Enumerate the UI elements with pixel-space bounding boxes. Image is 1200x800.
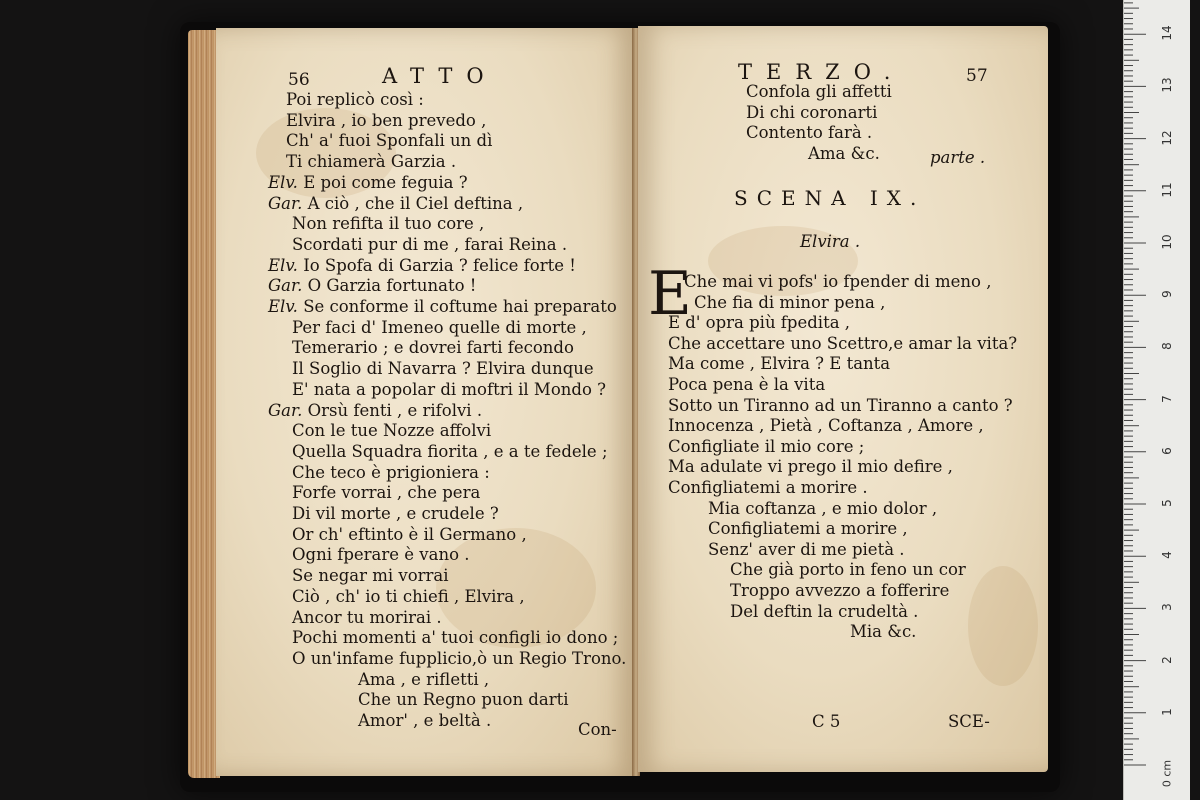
speaker-label: Gar. <box>268 193 303 213</box>
verse-text: Ciò , ch' io ti chiefi , Elvira , <box>292 586 525 606</box>
running-head-left: ATTO <box>382 64 498 88</box>
verse-line: Mia &c. <box>850 622 917 642</box>
verse-line: Contento farà . <box>746 123 873 142</box>
speaker-label: Elv. <box>268 255 298 275</box>
verse-line: E d' opra più fpedita , <box>668 313 851 333</box>
verse-line: Che fia di minor pena , <box>694 292 886 312</box>
verse-text: Se negar mi vorrai <box>292 566 449 586</box>
ruler-number: 12 <box>1160 129 1174 146</box>
speaker-label: Gar. <box>268 400 303 420</box>
ruler-number: 13 <box>1160 77 1174 94</box>
ruler-number: 5 <box>1160 499 1174 507</box>
verse-line: Che accettare uno Scettro,e amar la vita? <box>668 333 1018 353</box>
verse-text: Ama , e rifletti , <box>358 669 490 689</box>
verse-text: Di vil morte , e crudele ? <box>292 504 499 523</box>
verse-line: Ma adulate vi prego il mio defire , <box>668 457 953 477</box>
verse-line <box>292 649 626 669</box>
ruler-number: 14 <box>1160 25 1174 41</box>
verse-text: Il Soglio di Navarra ? Elvira dunque <box>292 359 594 379</box>
verse-line <box>292 359 594 379</box>
verse-line: Ama &c. <box>808 143 880 163</box>
verse-line <box>268 401 482 421</box>
verse-line: Sotto un Tiranno ad un Tiranno a canto ? <box>668 395 1013 415</box>
speaker-label: Elv. <box>268 297 298 316</box>
verse-text: Temerario ; e dovrei farti fecondo <box>292 338 574 358</box>
verse-text: Quella Squadra fiorita , e a te fedele ; <box>292 441 608 461</box>
verse-line: Che mai vi pofs' io fpender di meno , <box>684 272 992 291</box>
verse-line: Senz' aver di me pietà . <box>708 539 905 559</box>
verse-line <box>292 628 618 648</box>
verse-text: Con le tue Nozze affolvi <box>292 421 492 441</box>
running-head-right: TERZO. <box>738 60 905 84</box>
verse-line <box>292 442 608 462</box>
ruler-number: 11 <box>1160 182 1174 198</box>
verse-text: Ogni fperare è vano . <box>292 545 470 565</box>
verse-line <box>292 318 587 338</box>
verse-line <box>292 566 449 586</box>
left-page <box>216 28 634 776</box>
page-number-left: 56 <box>288 70 310 90</box>
verse-line <box>358 670 489 690</box>
verse-line <box>358 711 491 731</box>
verse-line <box>292 545 470 565</box>
ruler-number: 10 <box>1160 234 1174 250</box>
verse-text: Poi replicò così : <box>286 90 424 109</box>
catchword-right: SCE- <box>948 712 990 731</box>
ruler-number: 7 <box>1160 394 1174 403</box>
verse-text: A ciò , che il Ciel deftina , <box>307 193 524 213</box>
ruler-ticks <box>1124 0 1190 800</box>
verse-text: Orsù fenti , e rifolvi . <box>307 400 483 420</box>
measurement-ruler <box>1123 0 1190 800</box>
verse-line <box>292 338 574 358</box>
signature-mark: C 5 <box>812 712 841 731</box>
verse-text: O Garzia fortunato ! <box>307 276 477 296</box>
verse-text: Elvira , io ben prevedo , <box>286 110 487 130</box>
ruler-number: 8 <box>1160 342 1174 351</box>
verse-text: Ti chiamerà Garzia . <box>286 152 457 172</box>
verse-text: Scordati pur di me , farai Reina . <box>292 234 568 254</box>
right-page <box>638 26 1048 772</box>
verse-line: Troppo avvezzo a fofferire <box>730 581 950 600</box>
verse-text: Se conforme il coftume hai preparato <box>303 297 617 316</box>
verse-line <box>292 463 490 483</box>
verse-line: Poca pena è la vita <box>668 375 826 394</box>
verse-line <box>268 276 476 296</box>
verse-line <box>292 587 525 607</box>
verse-text: E' nata a popolar di moftri il Mondo ? <box>292 379 606 399</box>
paper-stain <box>968 566 1038 686</box>
ruler-number: 1 <box>1160 707 1174 716</box>
verse-line: Di chi coronarti <box>746 102 878 122</box>
verse-text: Non refifta il tuo core , <box>292 214 485 234</box>
verse-line <box>292 608 442 628</box>
ruler-number: 2 <box>1160 655 1174 664</box>
verse-line <box>292 214 484 234</box>
scene-title: SCENA IX. <box>734 186 926 210</box>
verse-text: Io Spofa di Garzia ? felice forte ! <box>303 255 576 275</box>
verse-line <box>286 131 492 151</box>
ruler-number: 9 <box>1160 290 1174 299</box>
verse-line <box>268 256 576 276</box>
verse-line: Configliatemi a morire , <box>708 519 908 539</box>
ruler-number: 3 <box>1160 603 1174 612</box>
verse-line: Che già porto in feno un cor <box>730 560 966 580</box>
drop-cap: E <box>648 259 692 329</box>
verse-line <box>358 690 569 710</box>
verse-line <box>286 90 424 110</box>
verse-line <box>286 152 456 172</box>
verse-text: Che un Regno puon darti <box>358 690 569 710</box>
verse-line <box>268 297 617 317</box>
catchword-left: Con- <box>578 720 617 739</box>
verse-line <box>292 483 480 503</box>
verse-text: O un'infame fupplicio,ò un Regio Trono. <box>292 648 627 668</box>
parte-direction: parte . <box>930 148 986 167</box>
verse-text: Or ch' eftinto è il Germano , <box>292 524 527 544</box>
verse-text: E poi come feguia ? <box>303 172 468 192</box>
verse-text: Che teco è prigioniera : <box>292 462 490 482</box>
verse-line <box>292 380 606 400</box>
verse-text: Per faci d' Imeneo quelle di morte , <box>292 317 587 337</box>
verse-text: Amor' , e beltà . <box>358 711 492 730</box>
ruler-number: 6 <box>1160 446 1174 455</box>
verse-line <box>292 525 527 545</box>
verse-text: Ch' a' fuoi Sponfali un dì <box>286 131 493 151</box>
verse-line <box>292 421 491 441</box>
ruler-unit: 0 cm <box>1160 759 1174 788</box>
verse-line <box>268 194 523 214</box>
verse-line: Mia coftanza , e mio dolor , <box>708 498 938 518</box>
verse-text: Forfe vorrai , che pera <box>292 483 481 503</box>
verse-line: Confola gli affetti <box>746 82 892 101</box>
verse-line: Ma come , Elvira ? E tanta <box>668 354 891 374</box>
speaker-label: Elv. <box>268 172 298 192</box>
verse-line <box>286 111 486 131</box>
speaker-label: Gar. <box>268 276 303 296</box>
verse-line <box>268 173 468 193</box>
ruler-number: 4 <box>1160 551 1174 560</box>
verse-text: Ancor tu morirai . <box>292 607 442 627</box>
verse-text: Pochi momenti a' tuoi configli io dono ; <box>292 628 619 648</box>
verse-line <box>292 235 567 255</box>
verse-line <box>292 504 499 524</box>
verse-line: Innocenza , Pietà , Coftanza , Amore , <box>668 416 984 436</box>
verse-line: Configliatemi a morire . <box>668 478 868 497</box>
verse-line: Del deftin la crudeltà . <box>730 601 919 621</box>
character-name: Elvira . <box>800 232 861 251</box>
verse-line: Configliate il mio core ; <box>668 436 865 456</box>
page-number-right: 57 <box>966 66 988 86</box>
